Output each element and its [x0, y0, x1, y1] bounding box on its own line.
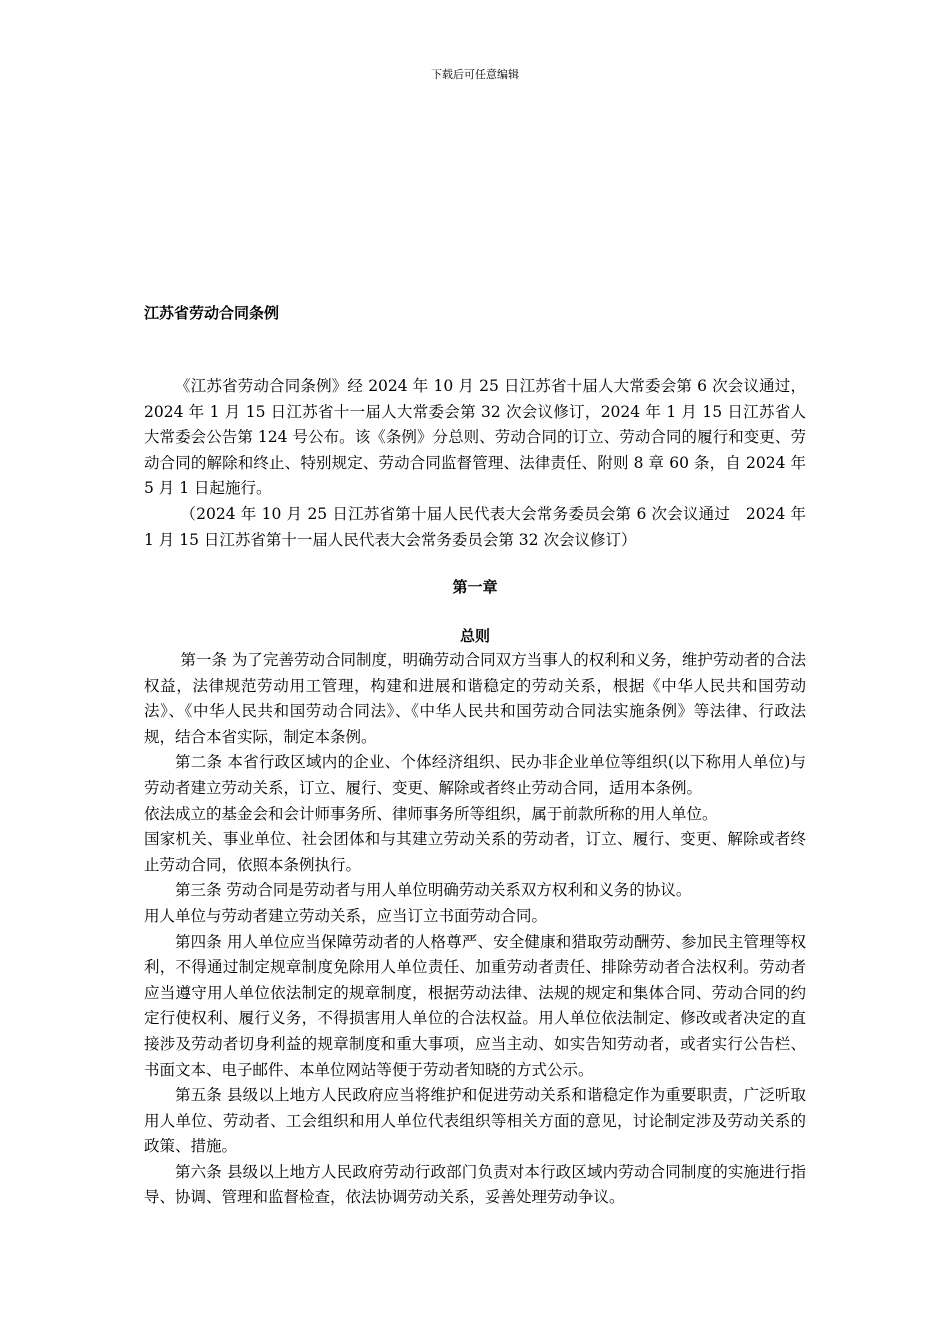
adoption-note: （2024 年 10 月 25 日江苏省第十届人民代表大会常务委员会第 6 次会议通过 2024 年 1 月 15 日江苏省第十一届人民代表大会常务委员会第 32 次会议修订）	[144, 504, 806, 549]
article-1: 第一条 为了完善劳动合同制度，明确劳动合同双方当事人的权利和义务，维护劳动者的合法权益，法律规范劳动用工管理，构建和进展和谐稳定的劳动关系，根据《中华人民共和国劳动法》、《中华人民共和国劳动合同法》、《中华人民共和国劳动合同法实施条例》等法律、行政法规，结合本省实际，制定本条例。	[144, 651, 806, 746]
article-2-paragraph-3: 国家机关、事业单位、社会团体和与其建立劳动关系的劳动者，订立、履行、变更、解除或者终止劳动合同，依照本条例执行。	[144, 830, 806, 874]
document-title: 江苏省劳动合同条例	[144, 304, 280, 322]
intro-section	[144, 374, 806, 553]
header-note: 下载后可任意编辑	[431, 68, 519, 81]
article-2: 第二条 本省行政区域内的企业、个体经济组织、民办非企业单位等组织(以下称用人单位)与劳动者建立劳动关系，订立、履行、变更、解除或者终止劳动合同，适用本条例。	[144, 753, 806, 797]
article-3-paragraph-2: 用人单位与劳动者建立劳动关系，应当订立书面劳动合同。	[144, 906, 548, 925]
article-5: 第五条 县级以上地方人民政府应当将维护和促进劳动关系和谐稳定作为重要职责，广泛听取用人单位、劳动者、工会组织和用人单位代表组织等相关方面的意见，讨论制定涉及劳动关系的政策、措施。	[144, 1086, 806, 1156]
chapter-number: 第一章	[452, 578, 498, 596]
chapter-name: 总则	[459, 627, 490, 645]
article-3: 第三条 劳动合同是劳动者与用人单位明确劳动关系双方权利和义务的协议。	[175, 881, 692, 900]
intro-summary: 《江苏省劳动合同条例》经 2024 年 10 月 25 日江苏省十届人大常委会第 6 次会议通过，2024 年 1 月 15 日江苏省十一届人大常委会第 32 次会议修订，2024 年 1 月 15 日江苏省人大常委会公告第 124 号公布。该《条例》分总则、劳动合同的订立、劳动合同的履行和变更、劳动合同的解除和终止、特别规定、劳动合同监督管理、法律责任、附则 8 章 60 条，自 2024 年 5 月 1 日起施行。	[144, 377, 806, 498]
article-2-paragraph-2: 依法成立的基金会和会计师事务所、律师事务所等组织，属于前款所称的用人单位。	[144, 804, 718, 823]
articles-section	[144, 648, 806, 1211]
article-6: 第六条 县级以上地方人民政府劳动行政部门负责对本行政区域内劳动合同制度的实施进行指导、协调、管理和监督检查，依法协调劳动关系，妥善处理劳动争议。	[144, 1162, 806, 1207]
article-4: 第四条 用人单位应当保障劳动者的人格尊严、安全健康和猎取劳动酬劳、参加民主管理等权利，不得通过制定规章制度免除用人单位责任、加重劳动者责任、排除劳动者合法权利。劳动者应当遵守用人单位依法制定的规章制度，根据劳动法律、法规的规定和集体合同、劳动合同的约定行使权利、履行义务，不得损害用人单位的合法权益。用人单位依法制定、修改或者决定的直接涉及劳动者切身利益的规章制度和重大事项，应当主动、如实告知劳动者，或者实行公告栏、书面文本、电子邮件、本单位网站等便于劳动者知晓的方式公示。	[144, 932, 806, 1079]
